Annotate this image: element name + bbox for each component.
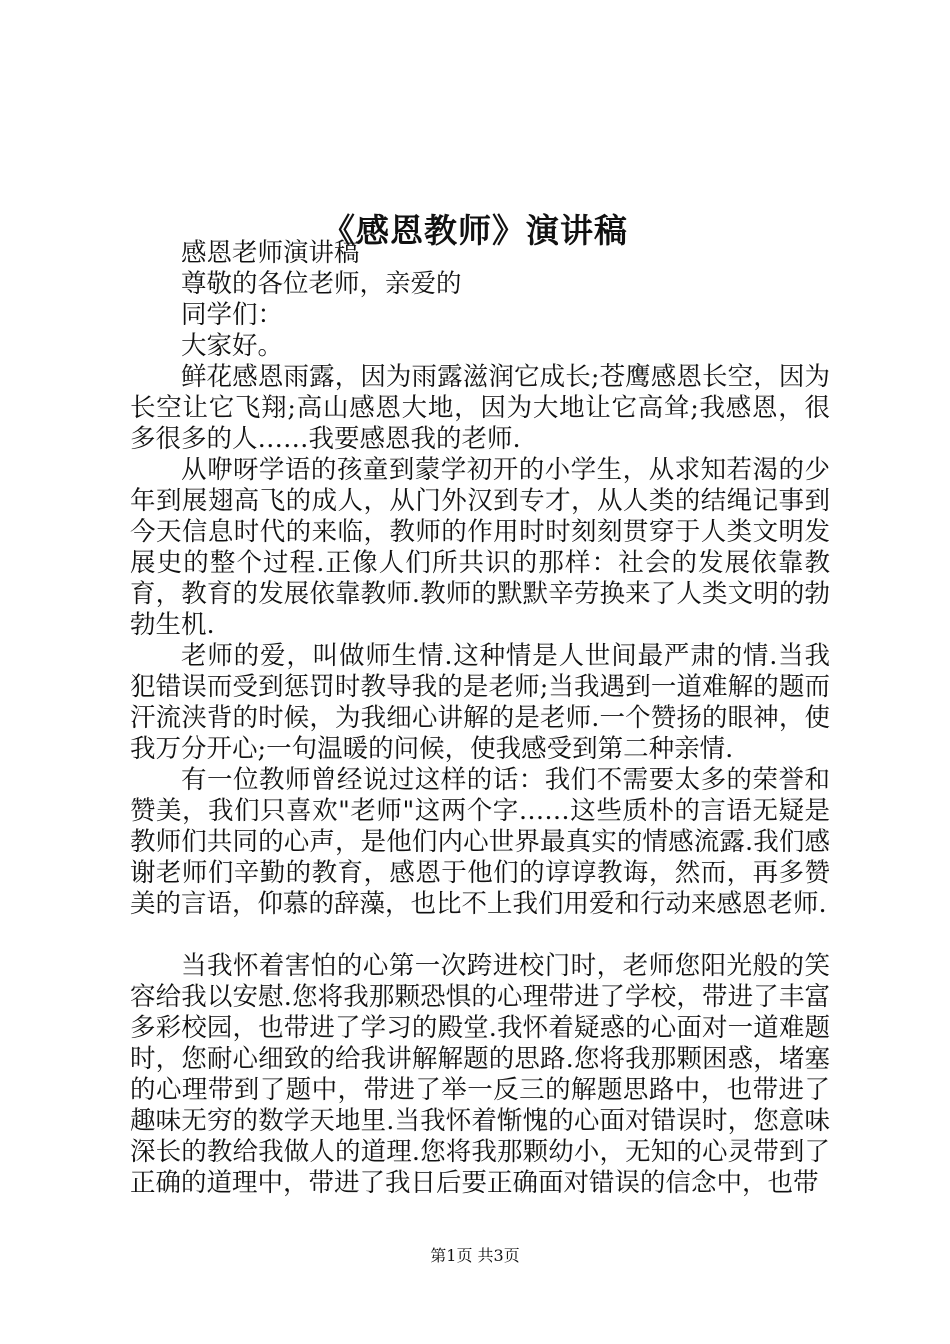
document-body — [130, 238, 830, 1199]
paragraph: 有一位教师曾经说过这样的话：我们不需要太多的荣誉和赞美，我们只喜欢"老师"这两个字……这些质朴的言语无疑是教师们共同的心声，是他们内心世界最真实的情感流露.我们感谢老师们辛勤的教育，感恩于他们的谆谆教诲，然而，再多赞美的言语，仰慕的辞藻，也比不上我们用爱和行动来感恩老师. — [130, 765, 830, 919]
paragraph-greeting: 大家好。 — [181, 331, 284, 361]
paragraph: 老师的爱，叫做师生情.这种情是人世间最严肃的情.当我犯错误而受到惩罚时教导我的是老师;当我遇到一道难解的题而汗流浃背的时候，为我细心讲解的是老师.一个赞扬的眼神，使我万分开心;一句温暖的问候，使我感受到第二种亲情. — [130, 641, 830, 764]
paragraph-salutation: 尊敬的各位老师，亲爱的 — [181, 269, 462, 299]
paragraph: 从咿呀学语的孩童到蒙学初开的小学生，从求知若渴的少年到展翅高飞的成人，从门外汉到专才，从人类的结绳记事到今天信息时代的来临，教师的作用时时刻刻贯穿于人类文明发展史的整个过程.正像人们所共识的那样：社会的发展依靠教育，教育的发展依靠教师.教师的默默辛劳换来了人类文明的勃勃生机. — [130, 455, 830, 640]
paragraph-subtitle: 感恩老师演讲稿 — [181, 238, 360, 268]
paragraph-salutation-cont: 同学们： — [181, 300, 284, 330]
paragraph: 当我怀着害怕的心第一次跨进校门时，老师您阳光般的笑容给我以安慰.您将我那颗恐惧的心理带进了学校，带进了丰富多彩校园，也带进了学习的殿堂.我怀着疑惑的心面对一道难题时，您耐心细致的给我讲解解题的思路.您将我那颗困惑，堵塞的心理带到了题中，带进了举一反三的解题思路中，也带进了趣味无穷的数学天地里.当我怀着惭愧的心面对错误时，您意味深长的教给我做人的道理.您将我那颗幼小，无知的心灵带到了正确的道理中，带进了我日后要正确面对错误的信念中，也带 — [130, 951, 830, 1198]
paragraph: 鲜花感恩雨露，因为雨露滋润它成长;苍鹰感恩长空，因为长空让它飞翔;高山感恩大地，因为大地让它高耸;我感恩，很多很多的人……我要感恩我的老师. — [130, 362, 830, 454]
page-number-footer: 第1页 共3页 — [430, 1246, 520, 1265]
document-title: 《感恩教师》演讲稿 — [322, 211, 628, 251]
